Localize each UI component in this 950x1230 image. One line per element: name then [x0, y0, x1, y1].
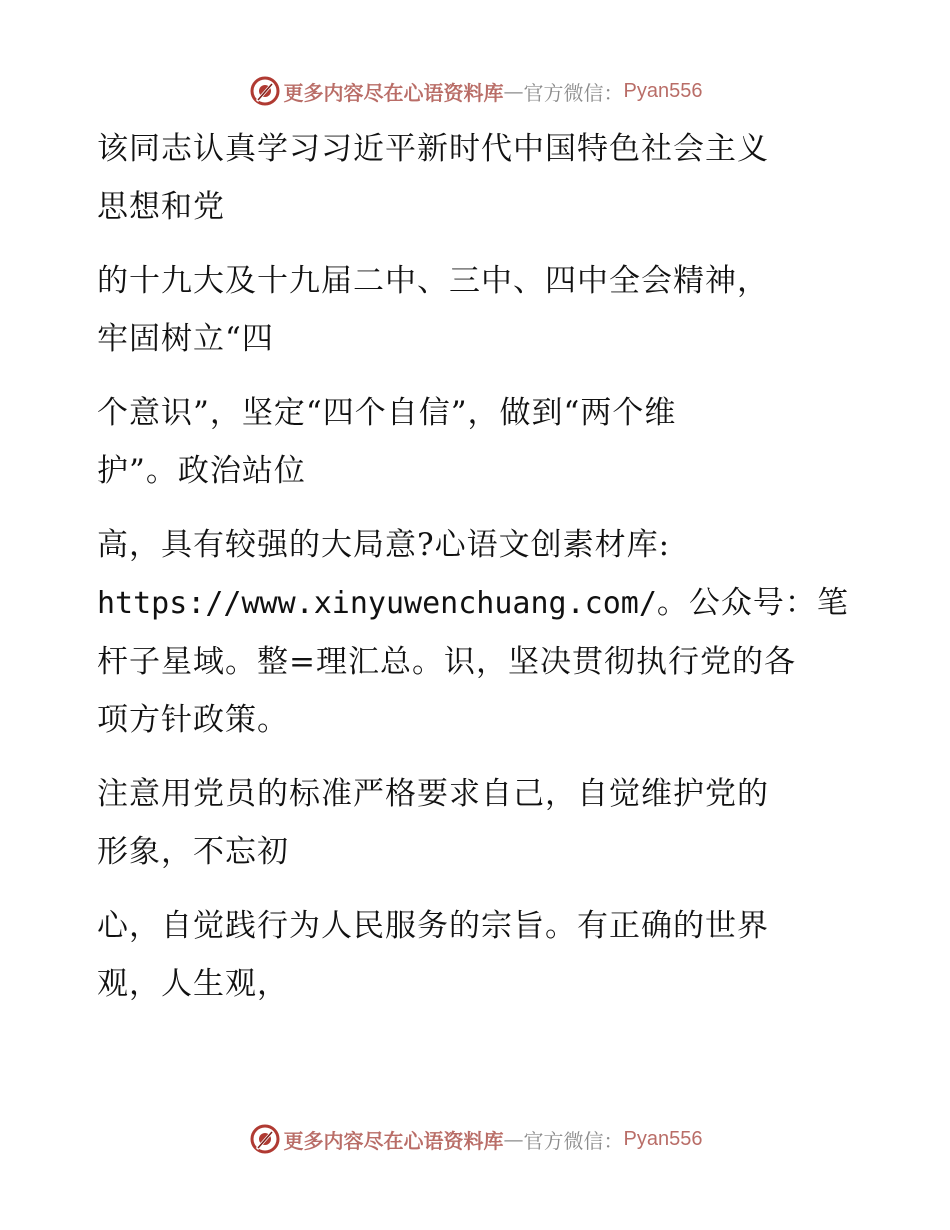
paragraph-5	[97, 765, 837, 881]
paragraph-2	[97, 252, 837, 368]
header-account: Pyan556	[623, 79, 703, 102]
logo-icon	[248, 1122, 282, 1156]
text-line: 项方针政策。	[97, 702, 289, 738]
paragraph-3	[97, 384, 837, 500]
document-body	[97, 120, 849, 1029]
paragraph-6	[97, 897, 837, 1013]
text-line: 形象，不忘初	[97, 834, 289, 870]
text-line: 牢固树立“四	[97, 321, 274, 357]
text-line	[97, 574, 849, 633]
header-dash: —	[503, 79, 524, 103]
header-banner	[0, 71, 950, 111]
text-line: 高，具有较强的大局意?心语文创素材库:	[97, 527, 671, 563]
footer-banner	[0, 1119, 950, 1159]
source-url: https://www.xinyuwenchuang.com/	[97, 586, 657, 621]
logo-icon	[248, 74, 282, 108]
text-line: 该同志认真学习习近平新时代中国特色社会主义	[97, 131, 769, 167]
text-line: 杆子星域。整=理汇总。识，坚决贯彻执行党的各	[97, 644, 796, 680]
paragraph-4	[97, 516, 849, 749]
text-line: 观，人生观，	[97, 966, 289, 1002]
header-site-text: 更多内容尽在心语资料库	[283, 80, 504, 105]
footer-site-text: 更多内容尽在心语资料库	[283, 1128, 504, 1153]
text-line: 心，自觉践行为人民服务的宗旨。有正确的世界	[97, 908, 769, 944]
footer-dash: —	[503, 1127, 524, 1151]
text-line: 个意识”，坚定“四个自信”，做到“两个维	[97, 395, 677, 431]
text-line: 的十九大及十九届二中、三中、四中全会精神，	[97, 263, 769, 299]
text-line: 护”。政治站位	[97, 453, 306, 489]
text-fragment: 。公众号：笔	[656, 585, 849, 621]
paragraph-1	[97, 120, 837, 236]
footer-account: Pyan556	[623, 1127, 703, 1150]
text-line: 思想和党	[97, 189, 225, 225]
text-line: 注意用党员的标准严格要求自己，自觉维护党的	[97, 776, 769, 812]
header-wechat-label: 官方微信：	[523, 80, 624, 105]
footer-wechat-label: 官方微信：	[523, 1128, 624, 1153]
